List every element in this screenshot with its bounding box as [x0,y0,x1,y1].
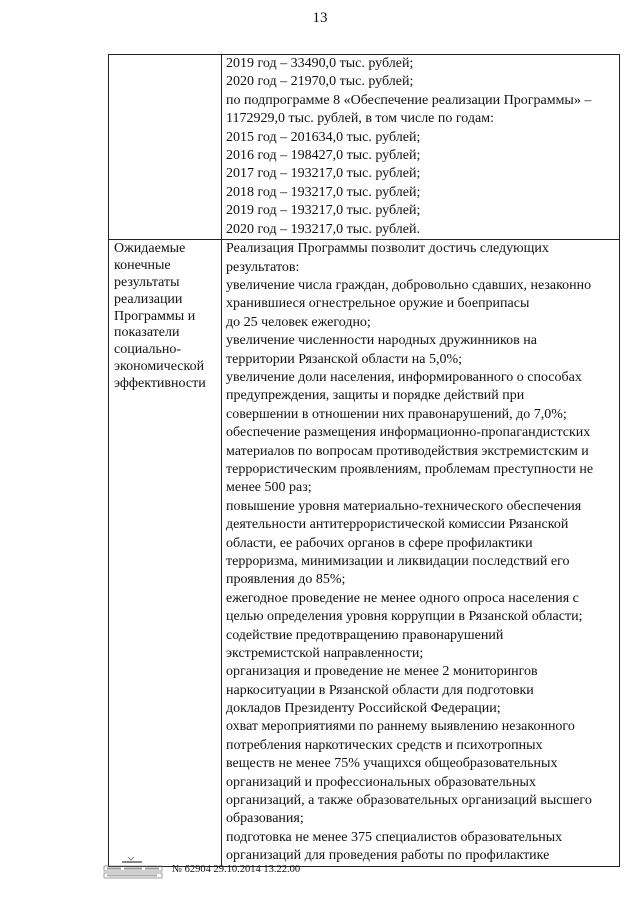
label-line: социально- [114,342,182,358]
text-line: результатов: [226,259,300,275]
label-line: эффективности [114,375,206,391]
text-line: организаций и профессиональных образовательных [226,774,536,790]
footer [102,854,362,884]
text-line: содействие предотвращению правонарушений [226,627,504,643]
label-line: экономической [114,358,205,374]
text-line: по подпрограмме 8 «Обеспечение реализации Программы» – [226,92,592,108]
text-line: веществ не менее 75% учащихся общеобразовательных [226,756,558,772]
text-line: терроризма, минимизации и ликвидации последствий его [226,553,570,569]
text-line: обеспечение размещения информационно-пропагандистских [226,425,591,441]
table-row [109,55,620,240]
text-line: области, ее рабочих органов в сфере профилактики [226,535,533,551]
text-line: 2020 год – 193217,0 тыс. рублей. [226,221,420,237]
text-line: материалов по вопросам противодействия экстремистским и [226,443,589,459]
text-line: 1172929,0 тыс. рублей, в том числе по годам: [226,111,494,127]
text-line: 2015 год – 201634,0 тыс. рублей; [226,129,421,145]
text-line: менее 500 раз; [226,480,312,496]
label-line: реализации [114,291,183,307]
label-line: результаты [114,274,180,290]
text-line: хранившиеся огнестрельное оружие и боеприпасы [226,296,530,312]
text-line: организаций для проведения работы по профилактике [226,848,550,864]
document-registration-code: № 62904 29.10.2014 13.22.00 [172,864,301,875]
label-cell [109,55,222,240]
text-line: 2017 год – 193217,0 тыс. рублей; [226,166,421,182]
text-line: увеличение доли населения, информированного о способах [226,370,582,386]
text-line: Реализация Программы позволит достичь следующих [226,241,549,257]
text-line: организация и проведение не менее 2 мониторингов [226,664,538,680]
text-line: 2018 год – 193217,0 тыс. рублей; [226,184,421,200]
passport-table [108,54,620,867]
text-line: повышение уровня материально-технического обеспечения [226,498,582,514]
text-line: докладов Президенту Российской Федерации; [226,701,501,717]
text-line: предупреждения, защиты и порядке действий при [226,388,525,404]
registry-stamp-icon [102,854,164,884]
text-line: подготовка не менее 375 специалистов образовательных [226,829,563,845]
table-row [109,240,620,867]
content-cell [222,55,620,240]
content-cell [222,240,620,867]
text-line: наркоситуации в Рязанской области для подготовки [226,682,534,698]
text-line: ежегодное проведение не менее одного опроса населения с [226,590,579,606]
text-line: 2020 год – 21970,0 тыс. рублей; [226,74,414,90]
text-line: целью определения уровня коррупции в Рязанской области; [226,609,583,625]
label-line: Программы и [114,308,196,324]
text-line: террористическим проявлениям, проблемам преступности не [226,462,594,477]
text-line: потребления наркотических средств и психотропных [226,737,543,753]
label-cell [109,240,222,867]
text-line: совершении в отношении них правонарушений, до 7,0%; [226,406,567,422]
text-line: 2019 год – 33490,0 тыс. рублей; [226,56,414,71]
text-line: деятельности антитеррористической комиссии Рязанской [226,517,569,533]
text-line: территории Рязанской области на 5,0%; [226,351,463,367]
text-line: экстремистской направленности; [226,645,424,661]
page-number: 13 [312,10,328,26]
text-line: до 25 человек ежегодно; [226,314,371,330]
text-line: увеличение числа граждан, добровольно сдавших, незаконно [226,278,592,294]
label-line: конечные [114,258,171,274]
text-line: увеличение численности народных дружинников на [226,333,537,349]
text-line: образования; [226,811,304,827]
label-line: Ожидаемые [114,241,186,257]
text-line: проявления до 85%; [226,572,346,588]
label-line: показатели [114,325,180,341]
text-line: 2019 год – 193217,0 тыс. рублей; [226,203,421,219]
text-line: организаций, а также образовательных организаций высшего [226,793,592,809]
text-line: 2016 год – 198427,0 тыс. рублей; [226,147,421,163]
text-line: охват мероприятиями по раннему выявлению незаконного [226,719,575,735]
